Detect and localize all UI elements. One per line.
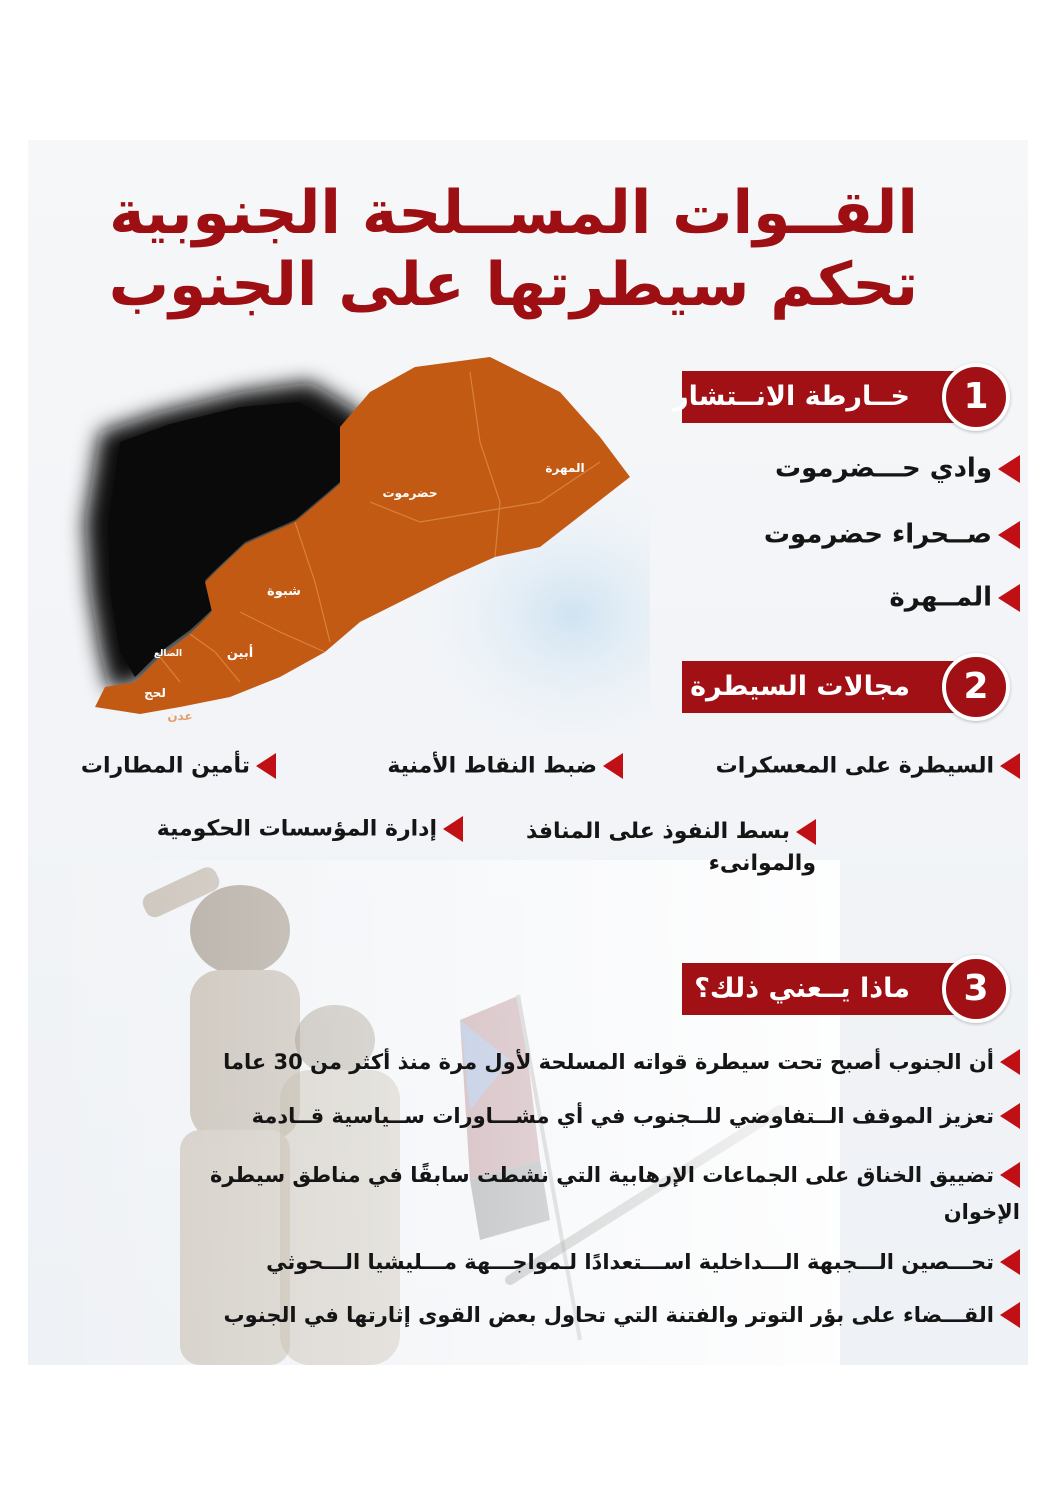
section-3-header: ماذا يــعني ذلك؟	[682, 963, 992, 1015]
section-2-item-4: بسط النفوذ على المنافذ والموانىء	[525, 819, 816, 876]
bullet-arrow-icon	[1000, 1249, 1020, 1275]
section-3-item-4: تحـــصين الـــجبهة الـــداخلية اســـتعدادًا لـمواجـــهة مـــليشيا الـــحوثي	[266, 1249, 1020, 1275]
yemen-map	[40, 352, 650, 737]
section-1-number-badge: 1	[942, 363, 1010, 431]
section-3-item-3: تضييق الخناق على الجماعات الإرهابية التي نشطت سابقًا في مناطق سيطرة الإخوان	[209, 1163, 1020, 1224]
map-label-shabwa: شبوة	[267, 584, 301, 599]
section-2-item-1: السيطرة على المعسكرات	[716, 753, 1020, 779]
map-label-lahj: لحج	[144, 686, 166, 700]
bullet-arrow-icon	[796, 819, 816, 845]
bullet-arrow-icon	[998, 455, 1020, 483]
map-label-hadramout: حضرموت	[382, 486, 438, 500]
section-1-item-2: صــحراء حضرموت	[764, 519, 1020, 550]
section-3-item-5: القـــضاء على بؤر التوتر والفتنة التي تحاول بعض القوى إثارتها في الجنوب	[224, 1302, 1021, 1328]
page-title-line-1: القــوات المســلحة الجنوبية	[109, 178, 918, 248]
map-label-abyan: أبين	[226, 646, 254, 661]
section-2-item-3: تأمين المطارات	[81, 753, 276, 779]
bullet-arrow-icon	[998, 584, 1020, 612]
section-2-header: مجالات السيطرة	[682, 661, 992, 713]
bullet-arrow-icon	[256, 753, 276, 779]
section-3-item-2: تعزيز الموقف الــتفاوضي للــجنوب في أي مشـــاورات ســياسية قــادمة	[252, 1103, 1020, 1129]
section-2-number-badge: 2	[942, 653, 1010, 721]
map-label-dhale: الضالع	[153, 649, 183, 659]
map-label-aden: عدن	[167, 709, 193, 723]
section-2-item-5: إدارة المؤسسات الحكومية	[157, 816, 463, 842]
section-1-header: خــارطة الانــتشار	[682, 371, 992, 423]
bullet-arrow-icon	[1000, 1103, 1020, 1129]
bullet-arrow-icon	[603, 753, 623, 779]
section-1-item-1: وادي حـــضرموت	[775, 453, 1020, 484]
section-1-item-3: المــهرة	[889, 582, 1020, 613]
section-3-number-badge: 3	[942, 955, 1010, 1023]
bullet-arrow-icon	[1000, 1049, 1020, 1075]
bullet-arrow-icon	[443, 816, 463, 842]
bullet-arrow-icon	[998, 521, 1020, 549]
map-label-mahra: المهرة	[545, 461, 585, 475]
section-2-item-2: ضبط النقاط الأمنية	[387, 753, 623, 779]
bullet-arrow-icon	[1000, 1162, 1020, 1188]
page-title-line-2: تحكم سيطرتها على الجنوب	[108, 250, 918, 320]
bullet-arrow-icon	[1000, 753, 1020, 779]
section-3-item-1: أن الجنوب أصبح تحت سيطرة قواته المسلحة لأول مرة منذ أكثر من 30 عاما	[223, 1049, 1020, 1075]
bullet-arrow-icon	[1000, 1302, 1020, 1328]
